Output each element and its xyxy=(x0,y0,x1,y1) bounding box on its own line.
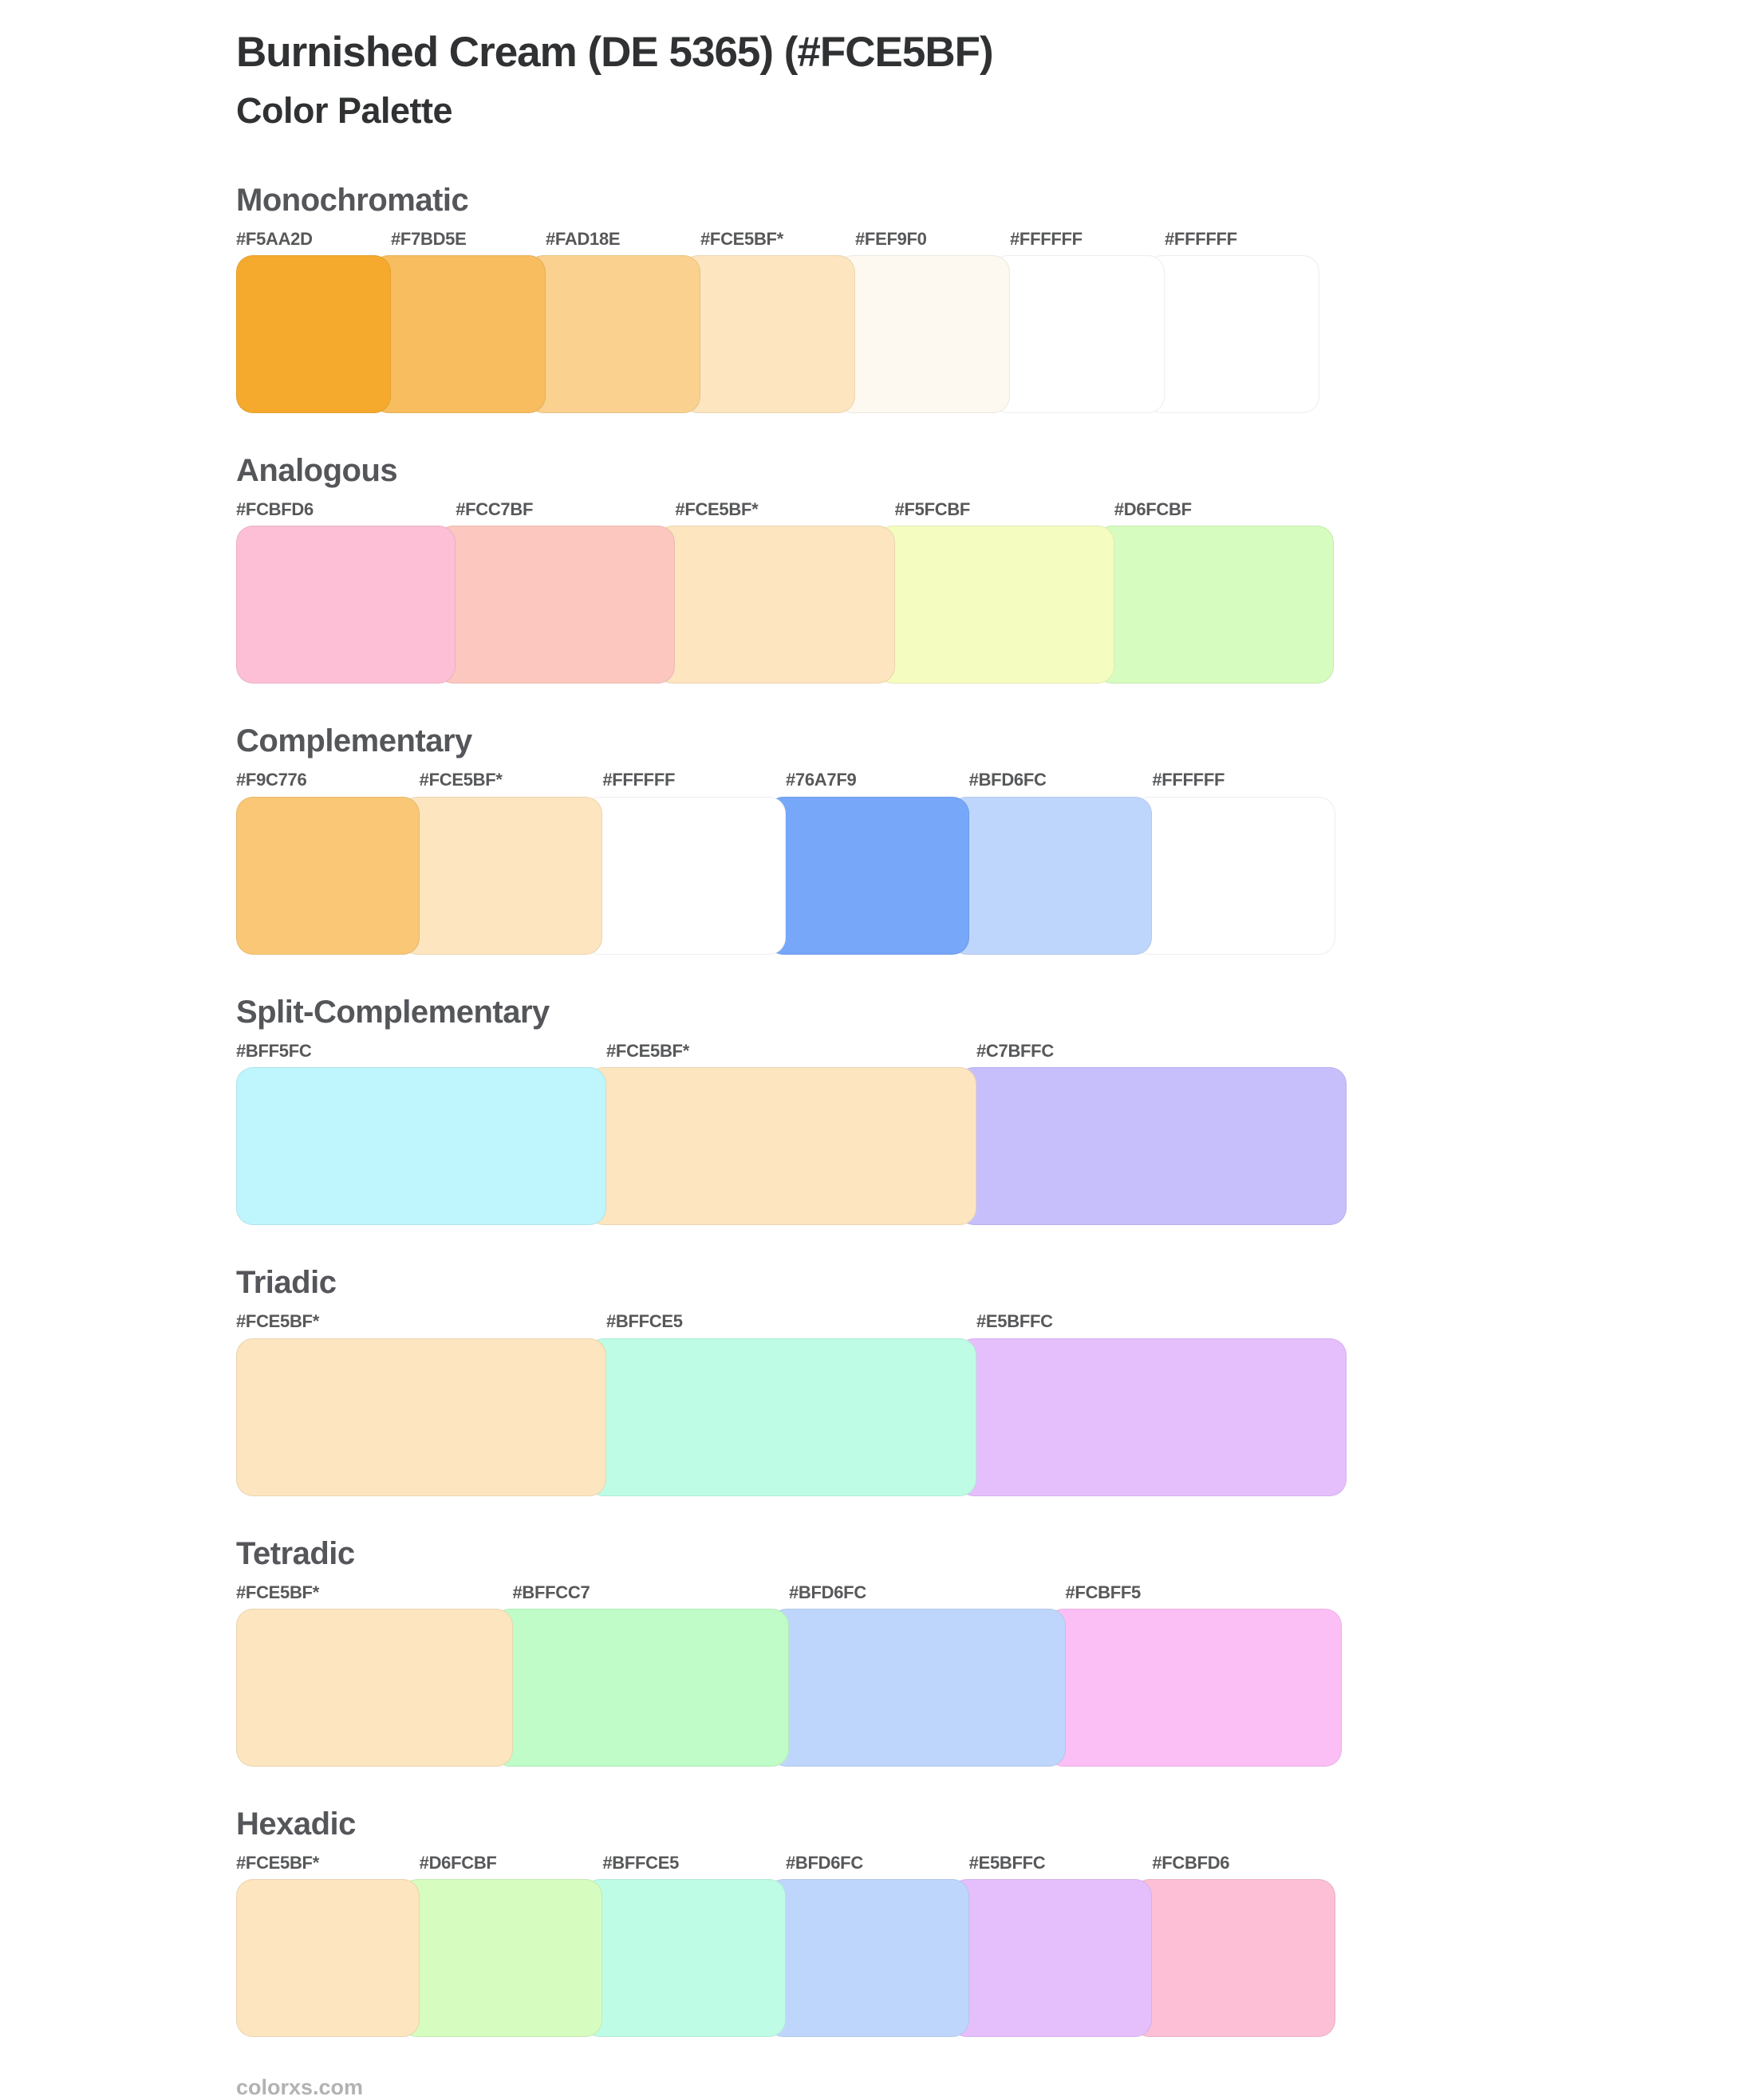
hex-label-row xyxy=(236,229,1319,250)
section-heading: Hexadic xyxy=(236,1806,356,1842)
page-title: Burnished Cream (DE 5365) (#FCE5BF) xyxy=(236,29,993,76)
palette-section-hexadic xyxy=(236,1805,1755,2037)
color-swatch[interactable] xyxy=(583,1879,786,2037)
color-swatch[interactable] xyxy=(372,255,546,413)
hex-label-row xyxy=(236,770,1335,790)
swatch-hex-label: #F7BD5E xyxy=(391,228,467,249)
palette-section-split-complementary xyxy=(236,993,1755,1225)
swatch-row xyxy=(236,797,1335,955)
color-swatch[interactable] xyxy=(957,1067,1347,1225)
section-heading: Complementary xyxy=(236,723,472,759)
page-subtitle: Color Palette xyxy=(236,89,453,131)
color-swatch[interactable] xyxy=(1146,255,1319,413)
swatch-hex-label: #FCE5BF* xyxy=(236,1853,319,1873)
color-swatch[interactable] xyxy=(494,1609,790,1767)
section-heading: Split-Complementary xyxy=(236,994,550,1030)
color-swatch[interactable] xyxy=(236,526,456,684)
color-swatch[interactable] xyxy=(770,1609,1066,1767)
swatch-hex-label: #BFFCE5 xyxy=(606,1311,683,1332)
swatch-hex-label: #FAD18E xyxy=(546,228,621,249)
swatch-hex-label: #FCE5BF* xyxy=(700,228,783,249)
hex-label-row xyxy=(236,499,1334,520)
swatch-hex-label: #BFD6FC xyxy=(968,770,1047,790)
color-swatch[interactable] xyxy=(236,1338,606,1496)
swatch-hex-label: #F9C776 xyxy=(236,770,307,790)
swatch-row xyxy=(236,526,1334,684)
color-swatch[interactable] xyxy=(681,255,855,413)
color-swatch[interactable] xyxy=(1095,526,1334,684)
swatch-hex-label: #FCE5BF* xyxy=(236,1311,319,1332)
section-heading: Monochromatic xyxy=(236,182,469,218)
swatch-hex-label: #FCC7BF xyxy=(456,499,534,520)
palette-section-tetradic xyxy=(236,1535,1755,1767)
color-swatch[interactable] xyxy=(236,797,420,955)
swatch-hex-label: #FCBFF5 xyxy=(1065,1582,1141,1602)
swatch-row xyxy=(236,1609,1342,1767)
color-swatch[interactable] xyxy=(876,526,1114,684)
color-swatch[interactable] xyxy=(526,255,700,413)
color-swatch[interactable] xyxy=(767,797,969,955)
swatch-hex-label: #FCBFD6 xyxy=(236,499,314,520)
swatch-hex-label: #D6FCBF xyxy=(419,1853,497,1873)
swatch-hex-label: #FFFFFF xyxy=(1152,770,1225,790)
swatch-hex-label: #FEF9F0 xyxy=(855,228,927,249)
color-swatch[interactable] xyxy=(957,1338,1347,1496)
color-swatch[interactable] xyxy=(1133,797,1335,955)
color-swatch[interactable] xyxy=(587,1067,976,1225)
section-heading: Triadic xyxy=(236,1265,337,1301)
swatch-hex-label: #F5FCBF xyxy=(894,499,971,520)
hex-label-row xyxy=(236,1041,1347,1062)
color-swatch[interactable] xyxy=(991,255,1165,413)
color-swatch[interactable] xyxy=(950,797,1153,955)
hex-label-row xyxy=(236,1853,1335,1873)
swatch-hex-label: #E5BFFC xyxy=(968,1853,1046,1873)
swatch-hex-label: #FCE5BF* xyxy=(606,1040,689,1061)
swatch-hex-label: #FCE5BF* xyxy=(236,1582,319,1602)
hex-label-row xyxy=(236,1311,1347,1332)
color-swatch[interactable] xyxy=(436,526,675,684)
color-swatch[interactable] xyxy=(236,1879,420,2037)
color-swatch[interactable] xyxy=(400,1879,603,2037)
swatch-hex-label: #BFD6FC xyxy=(789,1582,866,1602)
swatch-row xyxy=(236,1067,1347,1225)
swatch-hex-label: #FCE5BF* xyxy=(675,499,759,520)
swatch-row xyxy=(236,1338,1347,1496)
swatch-hex-label: #C7BFFC xyxy=(976,1040,1054,1061)
swatch-hex-label: #BFD6FC xyxy=(786,1853,863,1873)
hex-label-row xyxy=(236,1582,1342,1603)
color-swatch[interactable] xyxy=(583,797,786,955)
swatch-hex-label: #F5AA2D xyxy=(236,228,313,249)
color-swatch[interactable] xyxy=(236,1067,606,1225)
palette-section-triadic xyxy=(236,1263,1755,1495)
color-swatch[interactable] xyxy=(236,1609,513,1767)
palette-section-complementary xyxy=(236,722,1755,954)
swatch-hex-label: #BFFCE5 xyxy=(602,1853,680,1873)
swatch-hex-label: #FCBFD6 xyxy=(1152,1853,1230,1873)
swatch-hex-label: #E5BFFC xyxy=(976,1311,1053,1332)
color-swatch[interactable] xyxy=(1133,1879,1335,2037)
palette-section-analogous xyxy=(236,451,1755,684)
swatch-hex-label: #FFFFFF xyxy=(1165,228,1237,249)
color-swatch[interactable] xyxy=(400,797,603,955)
color-swatch[interactable] xyxy=(836,255,1010,413)
swatch-row xyxy=(236,1879,1335,2037)
section-heading: Tetradic xyxy=(236,1535,355,1571)
swatch-hex-label: #FFFFFF xyxy=(1010,228,1083,249)
color-swatch[interactable] xyxy=(656,526,894,684)
section-heading: Analogous xyxy=(236,453,398,489)
color-swatch[interactable] xyxy=(236,255,391,413)
site-watermark: colorxs.com xyxy=(236,2075,364,2100)
color-swatch[interactable] xyxy=(587,1338,976,1496)
palette-section-monochromatic xyxy=(236,181,1755,413)
swatch-row xyxy=(236,255,1319,413)
color-swatch[interactable] xyxy=(767,1879,969,2037)
swatch-hex-label: #BFFCC7 xyxy=(512,1582,590,1602)
color-swatch[interactable] xyxy=(950,1879,1153,2037)
swatch-hex-label: #FCE5BF* xyxy=(419,770,503,790)
color-swatch[interactable] xyxy=(1047,1609,1343,1767)
swatch-hex-label: #D6FCBF xyxy=(1114,499,1192,520)
swatch-hex-label: #FFFFFF xyxy=(602,770,676,790)
swatch-hex-label: #76A7F9 xyxy=(786,770,857,790)
swatch-hex-label: #BFF5FC xyxy=(236,1040,312,1061)
